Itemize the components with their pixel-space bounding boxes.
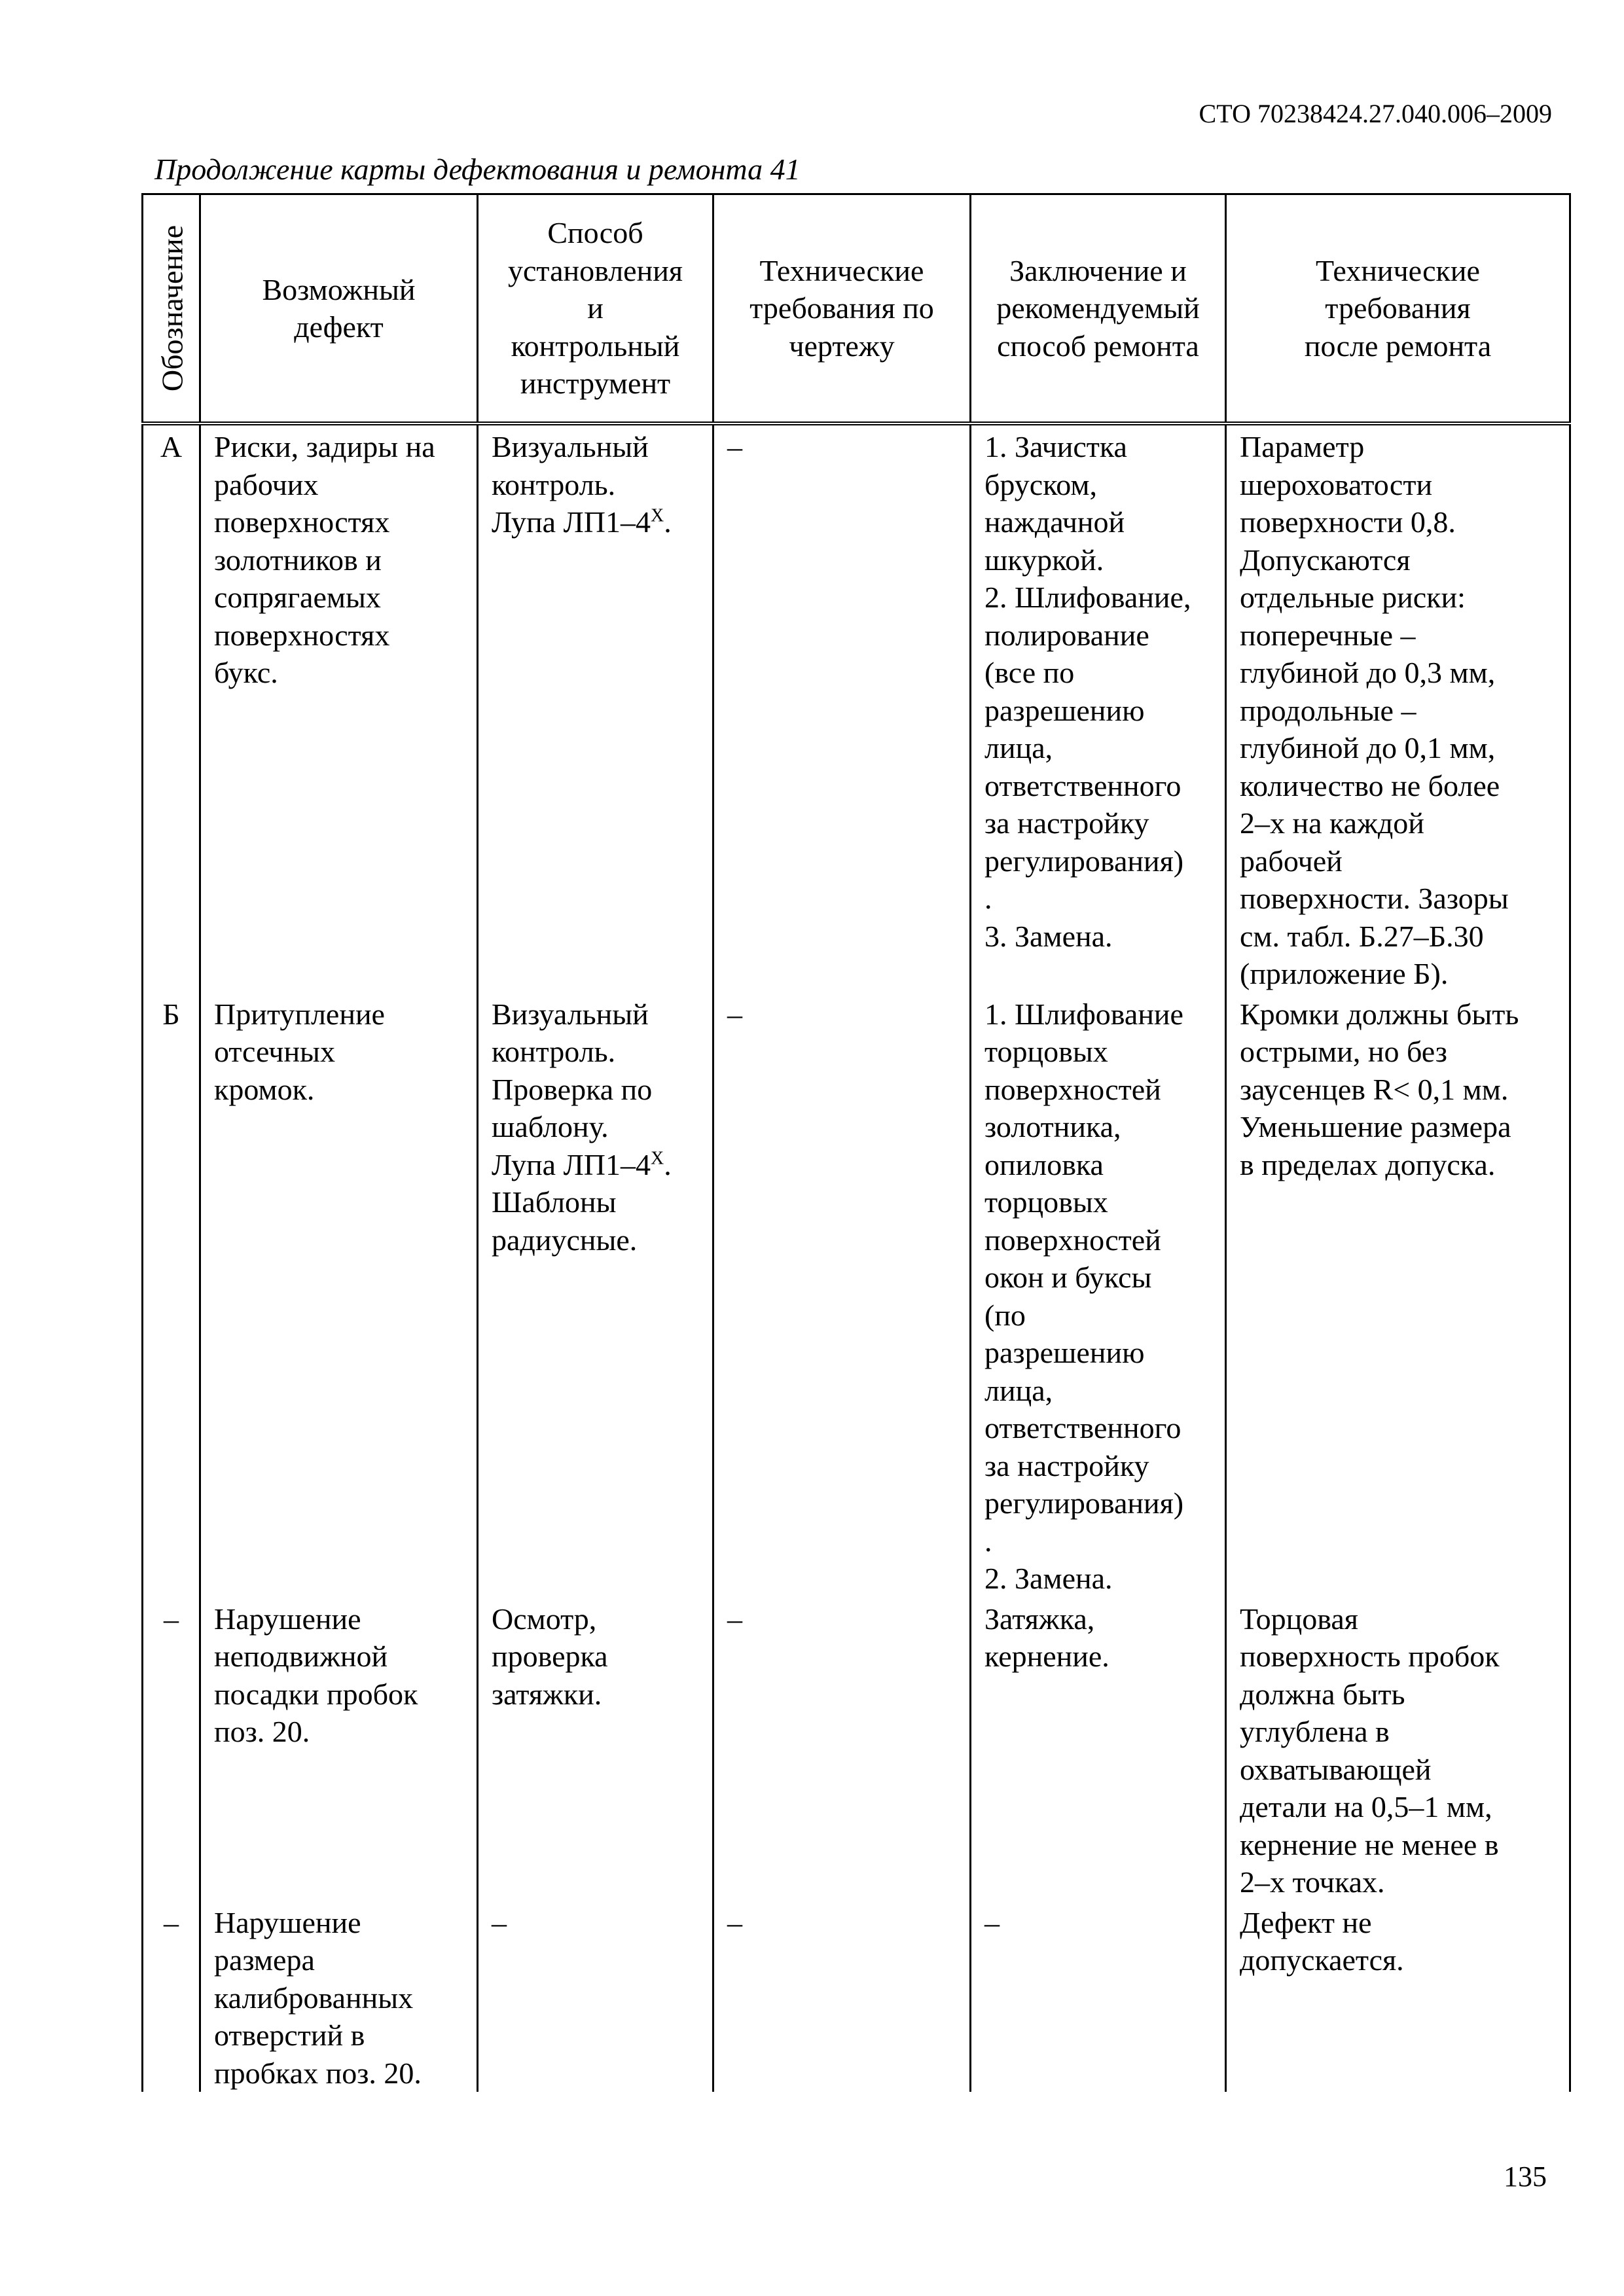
repair-line: торцовых bbox=[984, 1185, 1108, 1219]
table-row bbox=[143, 1901, 1570, 2092]
magnifier-superscript: X bbox=[651, 1148, 664, 1169]
magnifier-reference bbox=[492, 1146, 699, 1184]
method-line: шаблону. bbox=[492, 1110, 609, 1143]
defect-line: неподвижной bbox=[214, 1640, 388, 1673]
cell-defect bbox=[200, 423, 478, 993]
repair-line: 2. Замена. bbox=[984, 1562, 1113, 1595]
defect-line: отверстий в bbox=[214, 2018, 365, 2052]
cell-drawing-requirements: – bbox=[713, 1901, 971, 2092]
repair-line: . bbox=[984, 882, 992, 915]
cell-method bbox=[478, 993, 713, 1598]
repair-line: 1. Зачистка bbox=[984, 430, 1127, 463]
after-repair-line: глубиной до 0,3 мм, bbox=[1240, 656, 1496, 689]
method-line: Осмотр, bbox=[492, 1602, 597, 1636]
repair-line: 1. Шлифование bbox=[984, 997, 1183, 1031]
repair-line: опиловка bbox=[984, 1147, 1104, 1181]
column-header-repair-method: Заключение и рекомендуемый способ ремонта bbox=[971, 194, 1226, 424]
defect-line: отсечных bbox=[214, 1035, 335, 1068]
repair-line: за настройку bbox=[984, 1448, 1149, 1482]
after-repair-line: острыми, но без bbox=[1240, 1035, 1447, 1068]
repair-line: 2. Шлифование, bbox=[984, 581, 1191, 614]
defect-line: букс. bbox=[214, 656, 278, 689]
after-repair-line: кернение не менее в bbox=[1240, 1827, 1499, 1861]
cell-designation: – bbox=[143, 1901, 200, 2092]
repair-line: за настройку bbox=[984, 806, 1149, 840]
cell-repair-method bbox=[971, 1598, 1226, 1901]
table-row bbox=[143, 993, 1570, 1598]
repair-line: шкуркой. bbox=[984, 543, 1104, 577]
cell-method bbox=[478, 1901, 713, 2092]
cell-designation: Б bbox=[143, 993, 200, 1598]
defect-line: пробках поз. 20. bbox=[214, 2056, 422, 2090]
after-repair-line: заусенцев R< 0,1 мм. bbox=[1240, 1072, 1509, 1106]
repair-line: – bbox=[984, 1905, 1000, 1939]
table-row bbox=[143, 1598, 1570, 1901]
repair-line: (все по bbox=[984, 656, 1075, 689]
defect-line: размера bbox=[214, 1943, 315, 1977]
cell-drawing-requirements: – bbox=[713, 993, 971, 1598]
cell-designation: – bbox=[143, 1598, 200, 1901]
after-repair-line: в пределах допуска. bbox=[1240, 1147, 1496, 1181]
after-repair-line: поверхность пробок bbox=[1240, 1640, 1500, 1673]
method-line: Визуальный bbox=[492, 430, 649, 463]
after-repair-line: Допускаются bbox=[1240, 543, 1411, 577]
method-line: затяжки. bbox=[492, 1677, 602, 1711]
defect-line: поз. 20. bbox=[214, 1715, 310, 1748]
after-repair-line: должна быть bbox=[1240, 1677, 1405, 1711]
repair-line: наждачной bbox=[984, 505, 1125, 539]
cell-method bbox=[478, 1598, 713, 1901]
cell-defect bbox=[200, 1901, 478, 2092]
document-code: СТО 70238424.27.040.006–2009 bbox=[1199, 99, 1552, 128]
cell-repair-method bbox=[971, 423, 1226, 993]
repair-line: регулирования) bbox=[984, 844, 1184, 878]
method-line: Шаблоны bbox=[492, 1185, 617, 1219]
magnifier-label: Лупа ЛП1–4 bbox=[492, 505, 651, 539]
after-repair-line: рабочей bbox=[1240, 844, 1343, 878]
repair-line: . bbox=[984, 1524, 992, 1558]
after-repair-line: поверхности 0,8. bbox=[1240, 505, 1456, 539]
column-header-after-repair: Технические требования после ремонта bbox=[1226, 194, 1570, 424]
after-repair-line: отдельные риски: bbox=[1240, 581, 1466, 614]
repair-line: 3. Замена. bbox=[984, 919, 1113, 953]
after-repair-line: Кромки должны быть bbox=[1240, 997, 1519, 1031]
defect-line: калиброванных bbox=[214, 1981, 414, 2015]
table-row bbox=[143, 423, 1570, 993]
repair-line: поверхностей bbox=[984, 1223, 1161, 1257]
after-repair-line: см. табл. Б.27–Б.30 bbox=[1240, 919, 1484, 953]
after-repair-line: охватывающей bbox=[1240, 1752, 1432, 1786]
repair-line: (по bbox=[984, 1298, 1026, 1332]
method-line: проверка bbox=[492, 1640, 608, 1673]
table-header-row bbox=[143, 194, 1570, 424]
repair-line: окон и буксы bbox=[984, 1261, 1152, 1294]
defect-line: золотников и bbox=[214, 543, 382, 577]
cell-defect bbox=[200, 993, 478, 1598]
repair-line: ответственного bbox=[984, 1411, 1182, 1444]
method-line: Проверка по bbox=[492, 1072, 653, 1106]
magnifier-label: Лупа ЛП1–4 bbox=[492, 1147, 651, 1181]
after-repair-line: углублена в bbox=[1240, 1715, 1390, 1748]
after-repair-line: допускается. bbox=[1240, 1943, 1404, 1977]
after-repair-line: глубиной до 0,1 мм, bbox=[1240, 731, 1496, 764]
repair-line: лица, bbox=[984, 731, 1053, 764]
defect-line: рабочих bbox=[214, 467, 319, 501]
after-repair-line: поперечные – bbox=[1240, 618, 1416, 652]
defect-line: Риски, задиры на bbox=[214, 430, 435, 463]
magnifier-reference bbox=[492, 503, 699, 541]
repair-line: золотника, bbox=[984, 1110, 1121, 1143]
repair-line: Затяжка, bbox=[984, 1602, 1095, 1636]
cell-repair-method bbox=[971, 993, 1226, 1598]
repair-line: разрешению bbox=[984, 1336, 1145, 1369]
magnifier-suffix: . bbox=[664, 1147, 672, 1181]
after-repair-line: Дефект не bbox=[1240, 1905, 1372, 1939]
magnifier-superscript: X bbox=[651, 505, 664, 526]
after-repair-line: 2–х на каждой bbox=[1240, 806, 1424, 840]
after-repair-line: (приложение Б). bbox=[1240, 957, 1449, 990]
method-line: радиусные. bbox=[492, 1223, 638, 1257]
after-repair-line: Торцовая bbox=[1240, 1602, 1358, 1636]
cell-after-repair bbox=[1226, 993, 1570, 1598]
repair-line: кернение. bbox=[984, 1640, 1110, 1673]
method-line: Визуальный bbox=[492, 997, 649, 1031]
defect-line: Нарушение bbox=[214, 1602, 361, 1636]
repair-line: ответственного bbox=[984, 768, 1182, 802]
repair-line: бруском, bbox=[984, 467, 1097, 501]
magnifier-suffix: . bbox=[664, 505, 672, 539]
after-repair-line: Уменьшение размера bbox=[1240, 1110, 1511, 1143]
repair-line: лица, bbox=[984, 1373, 1053, 1407]
method-line: контроль. bbox=[492, 467, 616, 501]
defect-repair-table bbox=[141, 193, 1571, 2092]
after-repair-line: поверхности. Зазоры bbox=[1240, 882, 1509, 915]
defect-line: сопрягаемых bbox=[214, 581, 381, 614]
defect-line: поверхностях bbox=[214, 618, 390, 652]
repair-line: полирование bbox=[984, 618, 1149, 652]
cell-repair-method bbox=[971, 1901, 1226, 2092]
cell-method bbox=[478, 423, 713, 993]
cell-after-repair bbox=[1226, 423, 1570, 993]
method-line: – bbox=[492, 1905, 507, 1939]
cell-after-repair bbox=[1226, 1901, 1570, 2092]
cell-after-repair bbox=[1226, 1598, 1570, 1901]
repair-line: поверхностей bbox=[984, 1072, 1161, 1106]
column-header-method: Способ установления и контрольный инструмент bbox=[478, 194, 713, 424]
repair-line: регулирования) bbox=[984, 1486, 1184, 1520]
defect-line: Нарушение bbox=[214, 1905, 361, 1939]
defect-line: Притупление bbox=[214, 997, 385, 1031]
after-repair-line: количество не более bbox=[1240, 768, 1500, 802]
after-repair-line: 2–х точках. bbox=[1240, 1865, 1385, 1899]
column-header-defect: Возможный дефект bbox=[200, 194, 478, 424]
repair-line: разрешению bbox=[984, 693, 1145, 727]
column-header-drawing-requirements: Технические требования по чертежу bbox=[713, 194, 971, 424]
defect-line: кромок. bbox=[214, 1072, 315, 1106]
method-line: контроль. bbox=[492, 1035, 616, 1068]
defect-line: посадки пробок bbox=[214, 1677, 418, 1711]
table-body bbox=[143, 423, 1570, 2092]
after-repair-line: детали на 0,5–1 мм, bbox=[1240, 1790, 1492, 1823]
cell-designation: А bbox=[143, 423, 200, 993]
after-repair-line: продольные – bbox=[1240, 693, 1416, 727]
defect-line: поверхностях bbox=[214, 505, 390, 539]
after-repair-line: Параметр bbox=[1240, 430, 1365, 463]
cell-drawing-requirements: – bbox=[713, 423, 971, 993]
page-number: 135 bbox=[1504, 2161, 1547, 2193]
table-caption: Продолжение карты дефектования и ремонта 41 bbox=[154, 152, 801, 186]
repair-line: торцовых bbox=[984, 1035, 1108, 1068]
cell-defect bbox=[200, 1598, 478, 1901]
cell-drawing-requirements: – bbox=[713, 1598, 971, 1901]
column-header-designation: Обозначение bbox=[143, 194, 200, 424]
after-repair-line: шероховатости bbox=[1240, 467, 1433, 501]
